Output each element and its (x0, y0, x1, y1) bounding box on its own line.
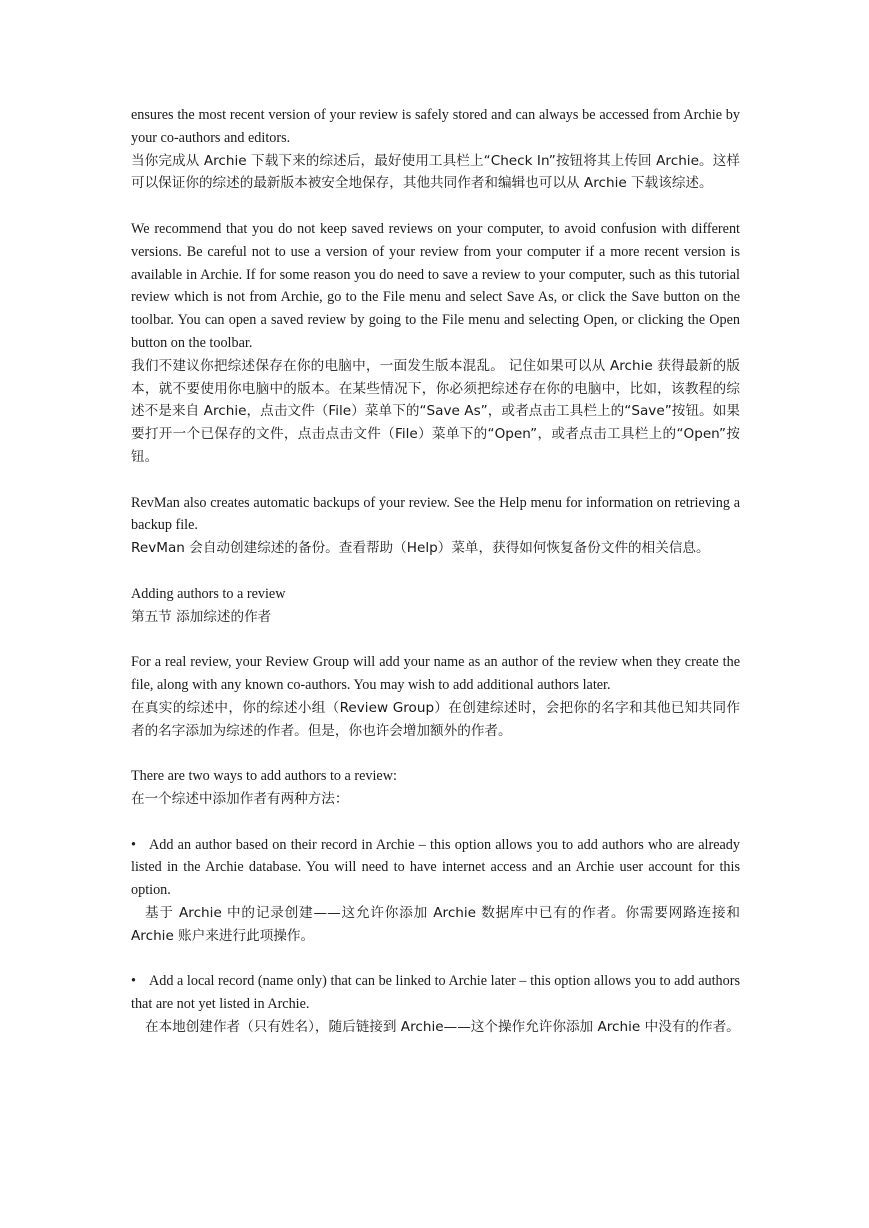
paragraph-review-group-en: For a real review, your Review Group will add your name as an author of the review when they create the file, along with any known co-authors. You may wish to add additional authors later. (131, 654, 740, 693)
paragraph-review-group-zh: 在真实的综述中，你的综述小组（Review Group）在创建综述时，会把你的名字和其他已知共同作者的名字添加为综述的作者。但是，你也许会增加额外的作者。 (131, 699, 740, 739)
paragraph-two-ways-zh: 在一个综述中添加作者有两种方法： (131, 790, 349, 807)
spacer (131, 195, 740, 218)
bullet-item-local-record (131, 970, 740, 1016)
spacer (131, 628, 740, 651)
paragraph-backup-en: RevMan also creates automatic backups of your review. See the Help menu for information on retrieving a backup file. (131, 494, 740, 534)
spacer (131, 947, 740, 970)
bullet-text-en: Add a local record (name only) that can be linked to Archie later – this option allows you to add authors that are not yet listed in Archie. (131, 973, 740, 1013)
bullet-item-archie-record (131, 834, 740, 902)
bullet-text-zh: 在本地创建作者（只有姓名），随后链接到 Archie——这个操作允许你添加 Archie 中没有的作者。 (145, 1018, 740, 1035)
paragraph-save-en: We recommend that you do not keep saved reviews on your computer, to avoid confusion with different versions. Be careful not to use a version of your review from your computer if a more recent version is available in Archie. If for some reason you do need to save a review to your computer, such as this tutorial review which is not from Archie, go to the File menu and select Save As, or click the Save button on the toolbar. You can open a saved review by going to the File menu and selecting Open, or clicking the Open button on the toolbar. (131, 220, 740, 351)
paragraph-backup-zh: RevMan 会自动创建综述的备份。查看帮助（Help）菜单，获得如何恢复备份文件的相关信息。 (131, 540, 710, 557)
bullet-text-zh: 基于 Archie 中的记录创建——这允许你添加 Archie 数据库中已有的作者。你需要网路连接和 Archie 账户来进行此项操作。 (131, 904, 740, 944)
section-heading-zh: 第五节 添加综述的作者 (131, 608, 272, 625)
spacer (131, 560, 740, 583)
paragraph-two-ways-en: There are two ways to add authors to a review: (131, 768, 397, 785)
spacer (131, 469, 740, 492)
bullet-icon: • (131, 973, 136, 990)
paragraph-checkin-en: ensures the most recent version of your review is safely stored and can always be accessed from Archie by your co-authors and editors. (131, 107, 740, 146)
spacer (131, 811, 740, 834)
spacer (131, 742, 740, 765)
paragraph-checkin-zh: 当你完成从 Archie 下载下来的综述后，最好使用工具栏上“Check In”按钮将其上传回 Archie。这样可以保证你的综述的最新版本被安全地保存，其他共同作者和编辑也可以从 Archie 下载该综述。 (131, 152, 740, 192)
section-heading-en: Adding authors to a review (131, 585, 286, 602)
bullet-text-en: Add an author based on their record in Archie – this option allows you to add authors who are already listed in the Archie database. You will need to have internet access and an Archie user account for this option. (131, 836, 740, 899)
document-page (131, 104, 740, 1039)
bullet-icon: • (131, 836, 136, 853)
paragraph-save-zh: 我们不建议你把综述保存在你的电脑中，一面发生版本混乱。 记住如果可以从 Archie 获得最新的版本，就不要使用你电脑中的版本。在某些情况下，你必须把综述存在你的电脑中，比如，该教程的综述不是来自 Archie，点击文件（File）菜单下的“Save As”，或者点击工具栏上的“Save”按钮。如果要打开一个已保存的文件，点击点击文件（File）菜单下的“Open”，或者点击工具栏上的“Open”按钮。 (131, 357, 740, 465)
